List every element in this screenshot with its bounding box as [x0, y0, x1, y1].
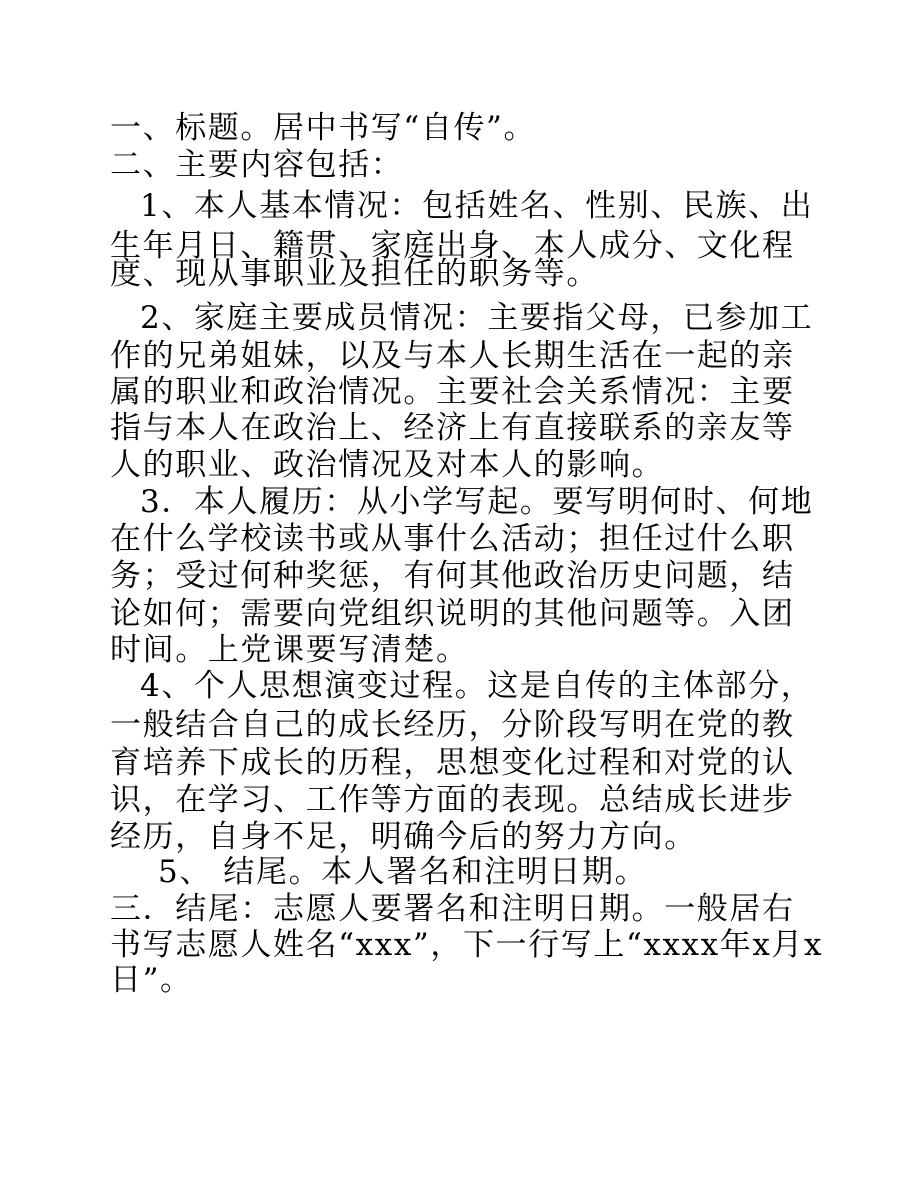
item-3-line-5: 时间。上党课要写清楚。 [110, 632, 469, 668]
item-3-line-3: 务；受过何种奖惩，有何其他政治历史问题，结 [110, 558, 795, 594]
item-3-line-4: 论如何；需要向党组织说明的其他问题等。入团 [110, 596, 795, 632]
section-3-line-3: 日”。 [110, 962, 193, 998]
item-2-line-1: 2、家庭主要成员情况：主要指父母，已参加工 [140, 300, 814, 336]
section-3-line-1: 三．结尾：志愿人要署名和注明日期。一般居右 [110, 891, 795, 927]
item-1-line-2: 生年月日、籍贯、家庭出身、本人成分、文化程 [110, 228, 795, 264]
item-4-line-5: 经历，自身不足，明确今后的努力方向。 [110, 819, 697, 855]
item-1-line-1: 1、本人基本情况：包括姓名、性别、民族、出 [140, 188, 814, 224]
item-4-line-3: 育培养下成长的历程，思想变化过程和对党的认 [110, 745, 795, 781]
item-4-line-4: 识，在学习、工作等方面的表现。总结成长进步 [110, 782, 795, 818]
item-4-line-1: 4、个人思想演变过程。这是自传的主体部分， [140, 668, 814, 704]
item-2-line-4: 指与本人在政治上、经济上有直接联系的亲友等 [110, 410, 795, 446]
item-5-line-1: 5、 结尾。本人署名和注明日期。 [158, 854, 648, 890]
item-2-line-5: 人的职业、政治情况及对本人的影响。 [110, 447, 665, 483]
item-1-line-3: 度、现从事职业及担任的职务等。 [110, 256, 599, 292]
section-3-line-2: 书写志愿人姓名“xxx”，下一行写上“xxxx年x月x [110, 927, 824, 963]
heading-title-rule: 一、标题。居中书写“自传”。 [110, 110, 537, 146]
item-4-line-2: 一般结合自己的成长经历，分阶段写明在党的教 [110, 707, 795, 743]
item-2-line-2: 作的兄弟姐妹，以及与本人长期生活在一起的亲 [110, 338, 795, 374]
item-2-line-3: 属的职业和政治情况。主要社会关系情况：主要 [110, 374, 795, 410]
item-3-line-1: 3．本人履历：从小学写起。要写明何时、何地 [140, 484, 814, 520]
item-3-line-2: 在什么学校读书或从事什么活动；担任过什么职 [110, 521, 795, 557]
heading-main-content: 二、主要内容包括： [110, 147, 404, 183]
